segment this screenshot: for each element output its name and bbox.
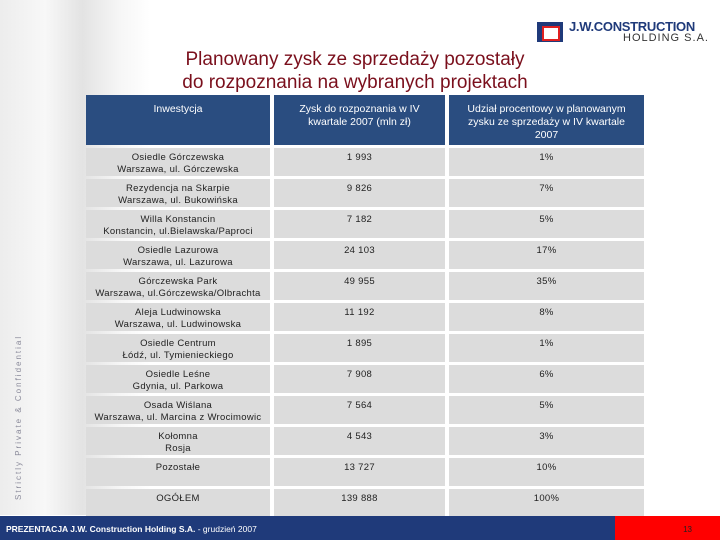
page-number: 13 <box>615 516 720 540</box>
project-name: Aleja Ludwinowska <box>135 307 221 318</box>
project-name: Osiedle Lazurowa <box>137 245 219 256</box>
header-share: Udział procentowy w planowanym zysku ze sprzedaży w IV kwartale 2007 <box>449 95 644 145</box>
profit-cell: 1 895 <box>274 334 445 362</box>
share-cell: 1% <box>449 148 644 176</box>
header-profit: Zysk do rozpoznania w IV kwartale 2007 (mln zł) <box>274 95 445 145</box>
share-cell: 35% <box>449 272 644 300</box>
footer-date: - grudzień 2007 <box>195 524 257 534</box>
table-row <box>86 489 644 517</box>
project-name: Rezydencja na Skarpie <box>126 183 230 194</box>
profit-cell: 9 826 <box>274 179 445 207</box>
table-row <box>86 179 644 207</box>
share-cell: 10% <box>449 458 644 486</box>
table-row <box>86 427 644 455</box>
investment-cell <box>86 303 270 331</box>
profit-cell: 24 103 <box>274 241 445 269</box>
project-location: Łódź, ul. Tymienieckiego <box>122 350 234 361</box>
table-row <box>86 148 644 176</box>
profit-cell: 139 888 <box>274 489 445 517</box>
project-name: OGÓŁEM <box>156 493 200 504</box>
investment-cell <box>86 179 270 207</box>
project-name: Kołomna <box>158 431 198 442</box>
project-name: Pozostałe <box>155 462 201 473</box>
profit-cell: 7 182 <box>274 210 445 238</box>
confidential-side-text: Strictly Private & Confidential <box>14 334 23 500</box>
profit-cell: 7 564 <box>274 396 445 424</box>
investment-cell <box>86 365 270 393</box>
project-name: Osiedle Górczewska <box>131 152 225 163</box>
project-location: Warszawa, ul.Górczewska/Olbrachta <box>95 288 261 299</box>
share-cell: 8% <box>449 303 644 331</box>
project-name: Górczewska Park <box>138 276 218 287</box>
profit-cell: 49 955 <box>274 272 445 300</box>
project-name: Osiedle Leśne <box>145 369 211 380</box>
table-row <box>86 334 644 362</box>
logo-line1: J.W.CONSTRUCTION <box>569 19 695 34</box>
investment-cell <box>86 458 270 486</box>
slide-title <box>120 48 590 94</box>
share-cell: 1% <box>449 334 644 362</box>
title-line1: Planowany zysk ze sprzedaży pozostały <box>185 49 525 70</box>
logo-mark-icon <box>537 22 563 42</box>
profit-cell: 13 727 <box>274 458 445 486</box>
share-cell: 100% <box>449 489 644 517</box>
investment-cell <box>86 489 270 517</box>
project-location: Warszawa, ul. Ludwinowska <box>114 319 242 330</box>
project-location: Warszawa, ul. Bukowińska <box>118 195 238 206</box>
profit-cell: 11 192 <box>274 303 445 331</box>
investment-cell <box>86 210 270 238</box>
investment-cell <box>86 334 270 362</box>
project-location: Warszawa, ul. Górczewska <box>117 164 239 175</box>
investment-cell <box>86 427 270 455</box>
share-cell: 5% <box>449 396 644 424</box>
table-row <box>86 396 644 424</box>
table-row <box>86 241 644 269</box>
project-location: Warszawa, ul. Marcina z Wrocimowic <box>94 412 262 423</box>
project-location: Gdynia, ul. Parkowa <box>132 381 224 392</box>
project-location: Warszawa, ul. Lazurowa <box>123 257 233 268</box>
investment-cell <box>86 396 270 424</box>
project-location: Konstancin, ul.Bielawska/Paproci <box>103 226 253 237</box>
project-name: Osiedle Centrum <box>140 338 216 349</box>
share-cell: 5% <box>449 210 644 238</box>
project-location: Rosja <box>165 443 191 454</box>
company-logo <box>537 20 709 44</box>
investment-cell <box>86 148 270 176</box>
project-name: Willa Konstancin <box>140 214 216 225</box>
investment-cell <box>86 272 270 300</box>
table-row <box>86 303 644 331</box>
projects-table <box>82 92 648 520</box>
table-row <box>86 210 644 238</box>
share-cell: 6% <box>449 365 644 393</box>
share-cell: 17% <box>449 241 644 269</box>
title-line2: do rozpoznania na wybranych projektach <box>182 72 528 93</box>
profit-cell: 1 993 <box>274 148 445 176</box>
table-row <box>86 272 644 300</box>
share-cell: 7% <box>449 179 644 207</box>
header-investment: Inwestycja <box>86 95 270 145</box>
investment-cell <box>86 241 270 269</box>
footer-bar <box>0 516 615 540</box>
table-row <box>86 365 644 393</box>
project-name: Osada Wiślana <box>143 400 213 411</box>
share-cell: 3% <box>449 427 644 455</box>
logo-line2: HOLDING S.A. <box>623 32 709 44</box>
profit-cell: 7 908 <box>274 365 445 393</box>
footer-presentation: PREZENTACJA J.W. Construction Holding S.A. <box>6 524 196 534</box>
table-row <box>86 458 644 486</box>
profit-cell: 4 543 <box>274 427 445 455</box>
